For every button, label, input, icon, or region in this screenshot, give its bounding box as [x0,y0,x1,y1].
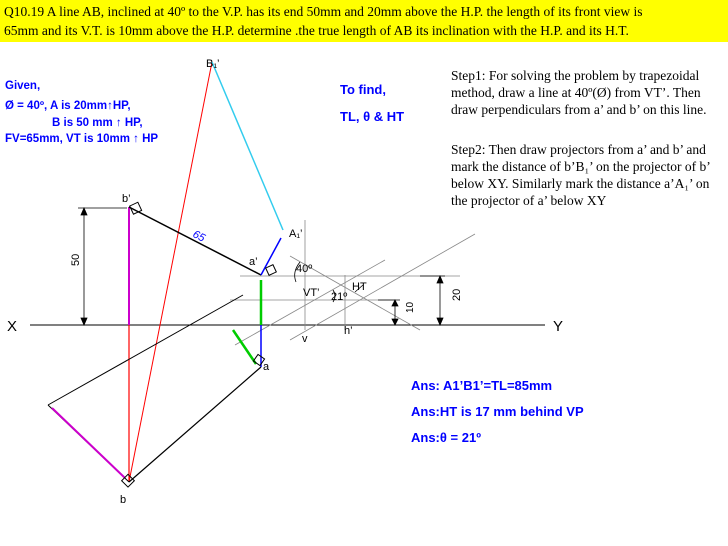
label-y: Y [553,318,564,335]
given-line-1: Ø = 40º, A is 20mm↑HP, [5,100,131,112]
label-v: v [302,333,308,345]
aprime-a1-line [261,238,281,275]
label-ap: a’ [249,256,258,268]
problem-line-2: 65mm and its V.T. is 10mm above the H.P. determine .the true length of AB its inclination with the H.P. and its H.T. [4,23,629,38]
to-find-items: TL, θ & HT [340,109,405,124]
given-title: Given, [5,80,41,92]
label-angle-40: 40º [296,263,313,275]
label-vt: VT’ [303,287,320,299]
label-fv-65: 65 [190,228,207,245]
dimension-20 [420,276,445,325]
answer-true-length: Ans: A1’B1’=TL=85mm [411,378,553,393]
dim-50-label: 50 [70,253,82,266]
magenta-segment [52,408,125,478]
label-hp: h’ [344,325,353,337]
label-B1p: B₁’ [206,58,220,70]
label-x: X [7,318,18,335]
right-angle-aprime [266,265,277,276]
label-ht: HT [352,281,367,293]
construction-a-line [48,295,243,405]
problem-line-1: Q10.19 A line AB, inclined at 40º to the V.P. has its end 50mm and 20mm above the H.P. the length of its front view is [4,4,643,19]
label-bp: b’ [122,193,131,205]
step-2-text: Step2: Then draw projectors from a’ and b’ and mark the distance of b’B₁’ on the projector of b’ below XY. Similarly mark the distance a’A₁’ on the projector of a’ below XY [451,142,710,208]
answer-theta: Ans:θ = 21º [411,430,481,445]
step-1-text: Step1: For solving the problem by trapezoidal method, draw a line at 40º(Ø) from VT’. Then draw perpendiculars from a’ and b’ on this line. [451,68,707,117]
dim-10-label: 10 [405,301,416,313]
dimension-50 [78,208,127,325]
true-length-line [212,62,283,230]
label-A1p: A₁’ [289,228,303,240]
answer-ht: Ans:HT is 17 mm behind VP [411,404,584,419]
dim-20-label: 20 [451,288,463,301]
label-a: a [263,361,270,373]
label-angle-21: 21º [331,291,348,303]
given-line-3: FV=65mm, VT is 10mm ↑ HP [5,133,159,145]
label-b: b [120,494,127,506]
to-find-title: To find, [340,82,386,97]
given-line-2: B is 50 mm ↑ HP, [52,117,143,129]
